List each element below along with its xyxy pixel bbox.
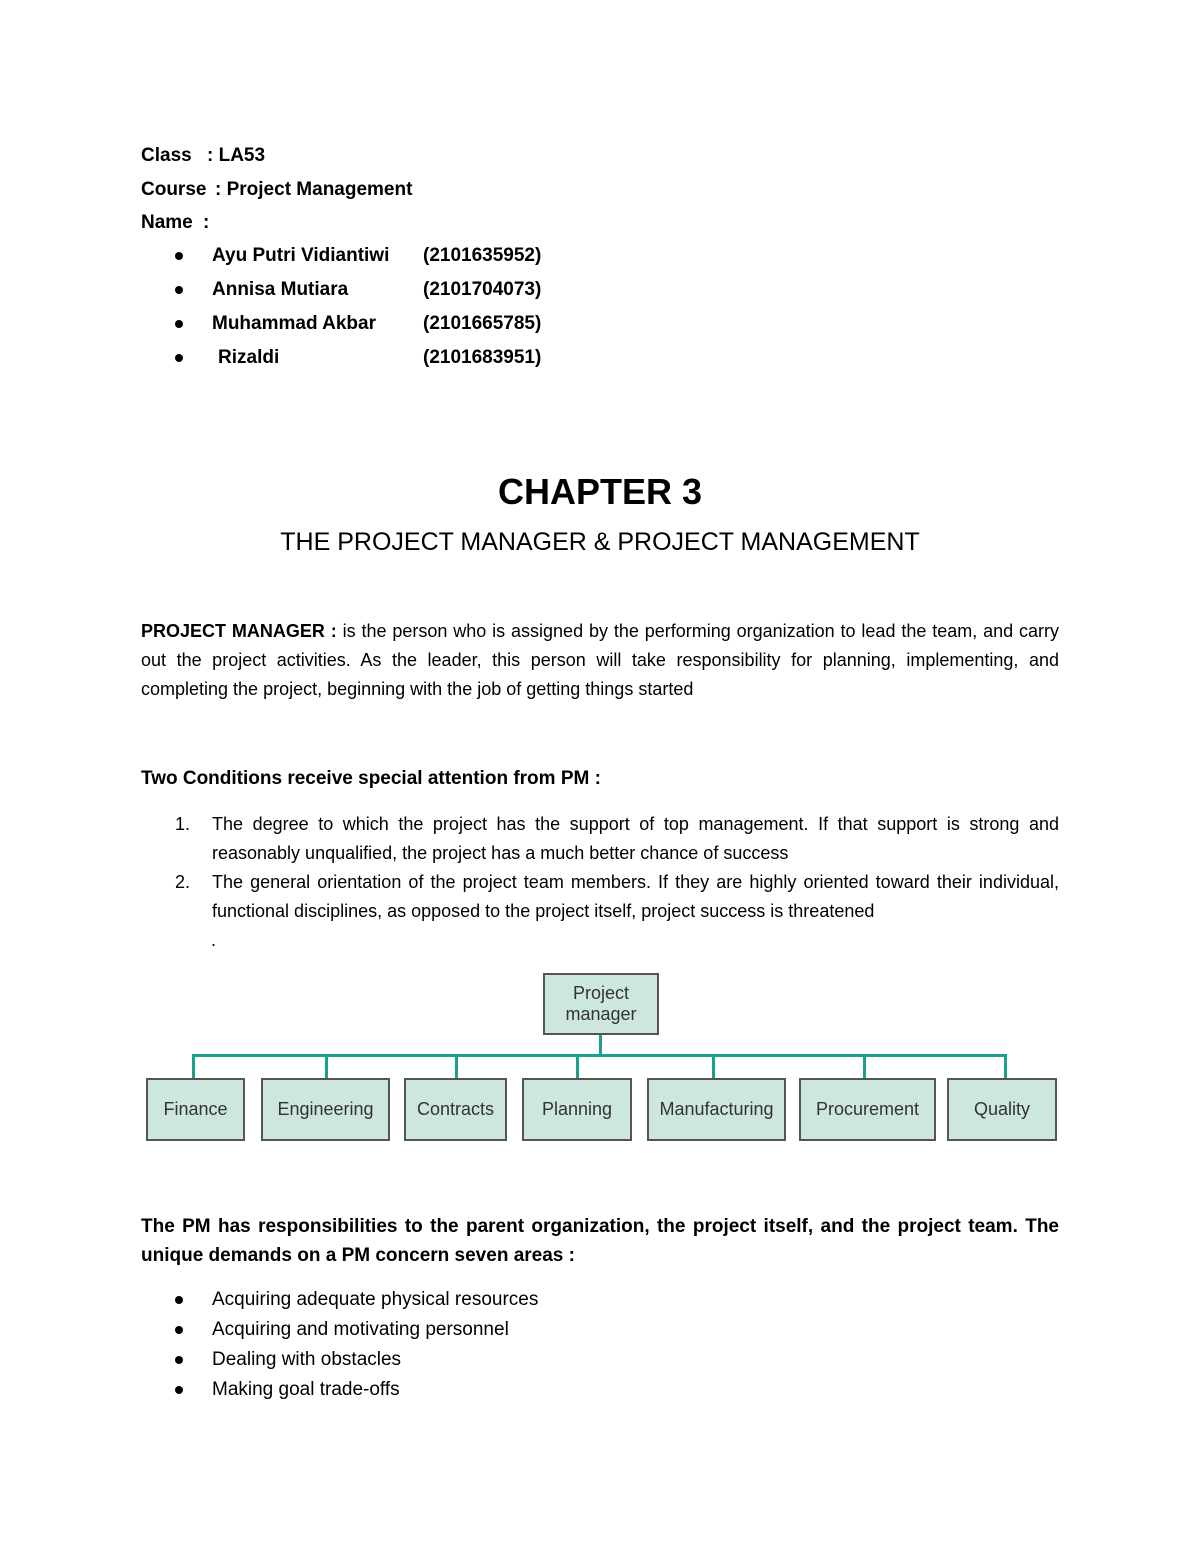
trailing-period: . — [211, 930, 217, 950]
definition-text: is the person who is assigned by the performing organization to lead the team, and carry out the project activities. As the leader, this person will take responsibility for planning, implementing, and completing the project, beginning with the job of getting things started — [141, 621, 1059, 699]
definition-term: PROJECT MANAGER : — [141, 621, 337, 641]
class-line — [141, 144, 265, 168]
list-item — [141, 278, 741, 312]
bullet-icon — [175, 354, 183, 362]
bullet-icon — [175, 320, 183, 328]
list-item — [141, 868, 1059, 926]
member-id: (2101683951) — [423, 347, 542, 368]
quality-box: Quality — [947, 1078, 1057, 1141]
connector-line — [599, 1035, 602, 1056]
name-value: : — [203, 212, 210, 233]
engineering-box: Engineering — [261, 1078, 390, 1141]
member-id: (2101665785) — [423, 313, 542, 334]
responsibility-text: Acquiring and motivating personnel — [212, 1319, 509, 1340]
member-id: (2101635952) — [423, 245, 542, 266]
responsibility-text: Acquiring adequate physical resources — [212, 1289, 539, 1310]
connector-line — [712, 1054, 715, 1078]
conditions-heading: Two Conditions receive special attention from PM : — [141, 768, 601, 789]
responsibility-text: Making goal trade-offs — [212, 1379, 400, 1400]
list-item — [141, 810, 1059, 868]
contracts-box: Contracts — [404, 1078, 507, 1141]
finance-box: Finance — [146, 1078, 245, 1141]
list-item — [141, 346, 741, 380]
responsibilities-paragraph: The PM has responsibilities to the parent organization, the project itself, and the project team. The unique demands on a PM concern seven areas : — [141, 1216, 1059, 1266]
bullet-icon — [175, 1386, 183, 1394]
connector-line — [576, 1054, 579, 1078]
list-item — [141, 312, 741, 346]
connector-line — [455, 1054, 458, 1078]
bullet-icon — [175, 286, 183, 294]
chapter-subtitle: THE PROJECT MANAGER & PROJECT MANAGEMENT — [280, 528, 920, 556]
connector-line — [1004, 1054, 1007, 1078]
responsibilities-list — [141, 1287, 1059, 1407]
list-item — [141, 1377, 1059, 1407]
planning-box: Planning — [522, 1078, 632, 1141]
manufacturing-box: Manufacturing — [647, 1078, 786, 1141]
member-list — [141, 244, 741, 380]
member-name: Annisa Mutiara — [212, 279, 349, 300]
bullet-icon — [175, 1296, 183, 1304]
connector-line — [192, 1054, 195, 1078]
responsibility-text: Dealing with obstacles — [212, 1349, 402, 1370]
list-item — [141, 1317, 1059, 1347]
bullet-icon — [175, 1356, 183, 1364]
course-line — [141, 178, 412, 202]
course-label: Course — [141, 179, 207, 200]
project-manager-box: Project manager — [543, 973, 659, 1035]
connector-line — [192, 1054, 1007, 1057]
condition-text: The degree to which the project has the support of top management. If that support is strong and reasonably unqualified, the project has a much better chance of success — [212, 814, 1059, 863]
member-name: Rizaldi — [218, 347, 280, 368]
member-name: Muhammad Akbar — [212, 313, 376, 334]
procurement-box: Procurement — [799, 1078, 936, 1141]
connector-line — [863, 1054, 866, 1078]
name-label: Name — [141, 212, 193, 233]
list-number: 1. — [175, 814, 191, 834]
condition-text: The general orientation of the project team members. If they are highly oriented toward their individual, functional disciplines, as opposed to the project itself, project success is threatened — [212, 872, 1059, 921]
org-chart — [141, 966, 1066, 1151]
class-value: : LA53 — [207, 145, 266, 166]
member-id: (2101704073) — [423, 279, 542, 300]
member-name: Ayu Putri Vidiantiwi — [212, 245, 390, 266]
course-value: : Project Management — [215, 179, 413, 200]
bullet-icon — [175, 1326, 183, 1334]
conditions-list — [141, 810, 1059, 926]
list-item — [141, 1287, 1059, 1317]
bullet-icon — [175, 252, 183, 260]
list-item — [141, 1347, 1059, 1377]
name-line — [141, 211, 209, 235]
definition-paragraph — [141, 617, 1059, 704]
connector-line — [325, 1054, 328, 1078]
chapter-title: CHAPTER 3 — [497, 471, 703, 512]
list-item — [141, 244, 741, 278]
list-number: 2. — [175, 872, 191, 892]
class-label: Class — [141, 145, 192, 166]
